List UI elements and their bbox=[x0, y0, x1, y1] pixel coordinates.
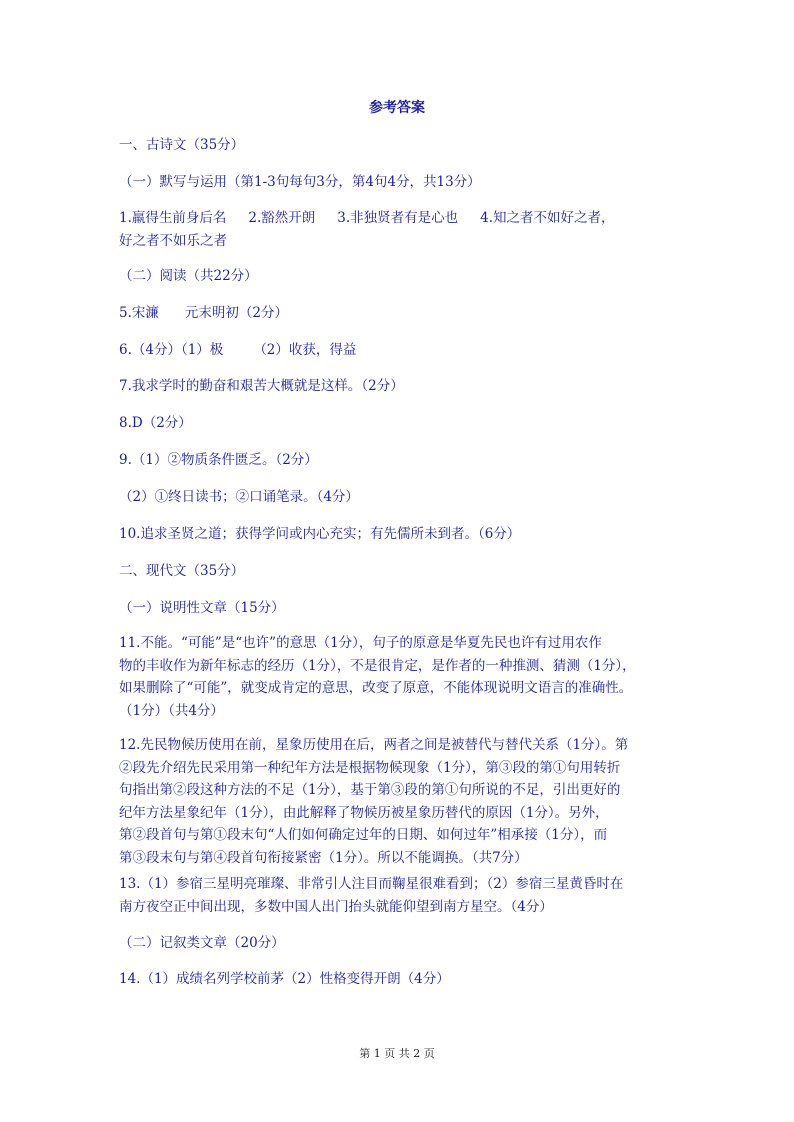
answer-q12-line: 句指出第②段这种方法的不足（1分），基于第③段的第①句所说的不足，引出更好的 bbox=[119, 782, 621, 798]
answer-q11-line: 11.不能。“可能”是“也许”的意思（1分），句子的原意是华夏先民也许有过用农作 bbox=[119, 635, 602, 651]
page-title: 参考答案 bbox=[369, 100, 425, 116]
answer-q9-part1: 9.（1）②物质条件匮乏。（2分） bbox=[119, 452, 318, 468]
answer-q6-part2: （2）收获，得益 bbox=[253, 342, 357, 358]
subsection-reading: （二）阅读（共22分） bbox=[119, 268, 258, 284]
answer-q10: 10.追求圣贤之道；获得学问或内心充实；有先儒所未到者。（6分） bbox=[119, 526, 521, 542]
answer-q4-continued: 好之者不如乐之者 bbox=[119, 232, 227, 249]
answer-q12-line: 纪年方法星象纪年（1分），由此解释了物候历被星象历替代的原因（1分）。另外， bbox=[119, 804, 609, 821]
answer-q11-line: 物的丰收作为新年标志的经历（1分），不是很肯定，是作者的一种推测、猜测（1分）， bbox=[119, 657, 636, 674]
subsection-narrative: （二）记叙类文章（20分） bbox=[119, 935, 285, 951]
answer-q2: 2.豁然开朗 bbox=[248, 210, 316, 226]
answer-q13-line: 13.（1）参宿三星明亮璀璨、非常引人注目而鞠星很难看到；（2）参宿三星黄昏时在 bbox=[119, 876, 624, 892]
answer-q11-line: （1分）（共4分） bbox=[119, 702, 224, 719]
subsection-dictation: （一）默写与运用（第1-3句每句3分，第4句4分，共13分） bbox=[119, 174, 481, 190]
answer-q13 bbox=[119, 873, 679, 918]
subsection-expository: （一）说明性文章（15分） bbox=[119, 600, 285, 616]
section-heading-modern: 二、现代文（35分） bbox=[119, 563, 245, 579]
answer-q12 bbox=[119, 734, 679, 869]
answer-q12-line: 第②段首句与第①段末句“人们如何确定过年的日期、如何过年”相承接（1分），而 bbox=[119, 827, 608, 843]
answer-q3: 3.非独贤者有是心也 bbox=[337, 210, 459, 226]
answer-q14: 14.（1）成绩名列学校前茅（2）性格变得开朗（4分） bbox=[119, 971, 450, 987]
answer-q13-line: 南方夜空正中间出现，多数中国人出门抬头就能仰望到南方星空。（4分） bbox=[119, 898, 553, 915]
answer-q1-4 bbox=[119, 207, 679, 252]
answer-q1: 1.羸得生前身后名 bbox=[119, 210, 227, 226]
answer-q6 bbox=[119, 340, 679, 360]
answer-q5 bbox=[119, 303, 679, 323]
answer-q12-line: ②段先介绍先民采用第一种纪年方法是根据物候现象（1分），第③段的第①句用转折 bbox=[119, 759, 621, 776]
answer-q5-era: 元末明初（2分） bbox=[184, 305, 288, 321]
answer-q5-author: 5.宋濂 bbox=[119, 305, 159, 321]
answer-q8: 8.D（2分） bbox=[119, 415, 192, 431]
answer-q12-line: 第③段末句与第④段首句衔接紧密（1分）。所以不能调换。（共7分） bbox=[119, 849, 528, 866]
answer-q7: 7.我求学时的勤奋和艰苦大概就是这样。（2分） bbox=[119, 378, 404, 394]
page-footer: 第 1 页 共 2 页 bbox=[359, 1047, 435, 1060]
answer-q9-part2: （2）①终日读书；②口诵笔录。（4分） bbox=[119, 489, 359, 505]
section-heading-classical: 一、古诗文（35分） bbox=[119, 137, 245, 153]
answer-q12-line: 12.先民物候历使用在前，星象历使用在后，两者之间是被替代与替代关系（1分）。第 bbox=[119, 737, 629, 753]
answer-q6-part1: 6.（4分）（1）极 bbox=[119, 342, 224, 358]
answer-q11 bbox=[119, 632, 679, 722]
answer-q11-line: 如果删除了“可能”，就变成肯定的意思，改变了原意，不能体现说明文语言的准确性。 bbox=[119, 680, 633, 696]
answer-q4: 4.知之者不如好之者， bbox=[480, 210, 615, 226]
